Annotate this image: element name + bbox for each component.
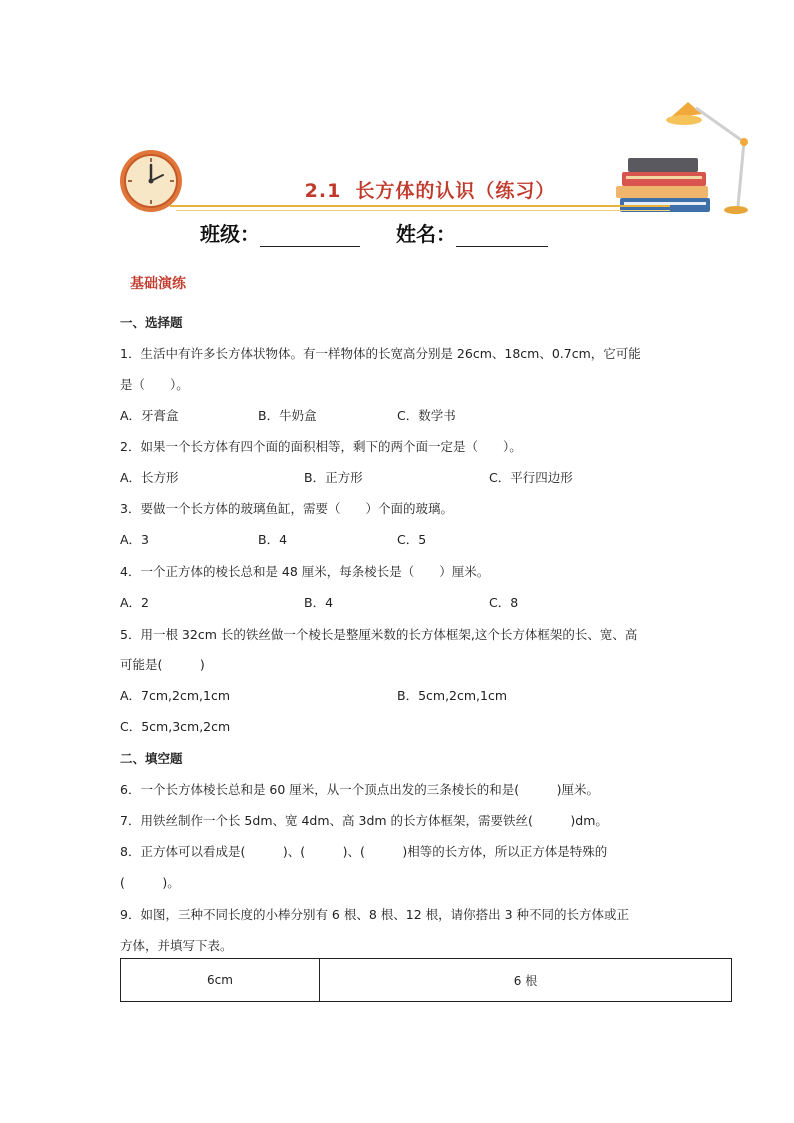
- page-title: [280, 176, 580, 203]
- q1-line2: 是（ ）。: [120, 377, 189, 392]
- table-cell-count[interactable]: 6 根: [320, 959, 732, 1002]
- section-label: 基础演练: [130, 276, 186, 292]
- class-blank[interactable]: [260, 224, 360, 247]
- q1-option-a[interactable]: A．牙膏盒: [120, 408, 179, 423]
- title-underline-thin: [176, 210, 670, 211]
- q4-text: 4．一个正方体的棱长总和是 48 厘米，每条棱长是（ ）厘米。: [120, 564, 490, 579]
- q1-option-c[interactable]: C．数学书: [397, 408, 456, 423]
- class-label: 班级：: [200, 222, 260, 246]
- q5-line2: 可能是( ): [120, 657, 205, 672]
- q7-text: 7．用铁丝制作一个长 5dm、宽 4dm、高 3dm 的长方体框架，需要铁丝( )dm。: [120, 813, 608, 828]
- q6-text: 6．一个长方体棱长总和是 60 厘米，从一个顶点出发的三条棱长的和是( )厘米。: [120, 782, 600, 797]
- q2-option-b[interactable]: B．正方形: [304, 470, 363, 485]
- q4-option-a[interactable]: A．2: [120, 595, 150, 610]
- q5-option-a[interactable]: A．7cm,2cm,1cm: [120, 688, 231, 703]
- q9-line1: 9．如图，三种不同长度的小棒分别有 6 根、8 根、12 根，请你搭出 3 种不同的长方体或正: [120, 907, 630, 922]
- q2-option-c[interactable]: C．平行四边形: [489, 470, 573, 485]
- q3-option-b[interactable]: B．4: [258, 532, 288, 547]
- name-blank[interactable]: [456, 224, 548, 247]
- q3-option-c[interactable]: C．5: [397, 532, 427, 547]
- q4-option-b[interactable]: B．4: [304, 595, 334, 610]
- table-row: [121, 959, 732, 1002]
- q1-line1: 1．生活中有许多长方体状物体。有一样物体的长宽高分别是 26cm、18cm、0.7cm，它可能: [120, 346, 641, 361]
- q2-text: 2．如果一个长方体有四个面的面积相等，剩下的两个面一定是（ ）。: [120, 439, 522, 454]
- title-number: 2.1: [304, 180, 342, 202]
- q2-option-a[interactable]: A．长方形: [120, 470, 179, 485]
- q8-line2: ( )。: [120, 875, 180, 890]
- table-cell-length[interactable]: 6cm: [121, 959, 320, 1002]
- title-text: 长方体的认识（练习）: [355, 180, 556, 202]
- part2-heading: 二、填空题: [120, 751, 183, 766]
- name-label: 姓名：: [396, 222, 456, 246]
- q1-option-b[interactable]: B．牛奶盒: [258, 408, 317, 423]
- title-underline: [170, 205, 670, 207]
- q9-table: [120, 958, 732, 1002]
- q3-text: 3．要做一个长方体的玻璃鱼缸，需要（ ）个面的玻璃。: [120, 501, 453, 516]
- books-lamp-illustration: [612, 96, 762, 220]
- q9-line2: 方体，并填写下表。: [120, 938, 233, 953]
- q5-option-b[interactable]: B．5cm,2cm,1cm: [397, 688, 508, 703]
- q8-line1: 8．正方体可以看成是( )、( )、( )相等的长方体，所以正方体是特殊的: [120, 844, 608, 859]
- part1-heading: 一、选择题: [120, 315, 183, 330]
- q5-option-c[interactable]: C．5cm,3cm,2cm: [120, 719, 231, 734]
- q5-line1: 5．用一根 32cm 长的铁丝做一个棱长是整厘米数的长方体框架,这个长方体框架的长、宽、高: [120, 627, 638, 642]
- q3-option-a[interactable]: A．3: [120, 532, 150, 547]
- student-info: [200, 218, 548, 247]
- q4-option-c[interactable]: C．8: [489, 595, 519, 610]
